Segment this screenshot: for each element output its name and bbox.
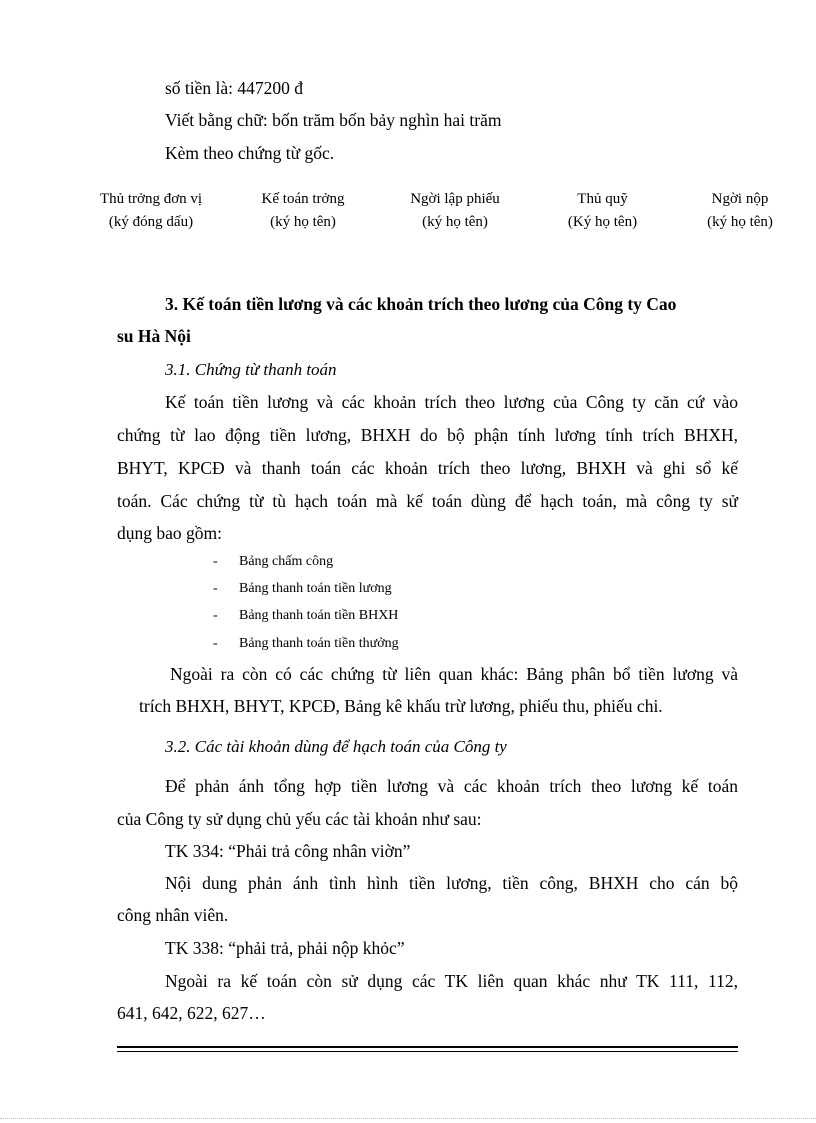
signature-chief-accountant (238, 188, 368, 234)
list-item: - Bảng chấm công (213, 554, 334, 569)
signature-note: (ký họ tên) (270, 214, 336, 230)
paragraph-line: BHYT, KPCĐ và thanh toán các khoản trích theo lương, BHXH và ghi sổ kế (117, 458, 738, 478)
signature-cashier (550, 188, 655, 234)
signature-title: Ngời nộp (711, 191, 769, 207)
paragraph-line: chứng từ lao động tiền lương, BHXH do bộ phận tính lương tính trích BHXH, (117, 425, 738, 445)
attachment-line: Kèm theo chứng từ gốc. (165, 143, 335, 163)
section-heading: 3. Kế toán tiền lương và các khoản trích theo lương của Công ty Cao (165, 294, 677, 314)
paragraph-line: Để phản ánh tổng hợp tiền lương và các khoản trích theo lương kế toán (165, 776, 738, 796)
signature-note: (ký họ tên) (707, 214, 773, 230)
signature-title: Thủ quỹ (577, 191, 628, 207)
paragraph-line: Ngoài ra còn có các chứng từ liên quan khác: Bảng phân bổ tiền lương và (170, 664, 738, 684)
subsection-heading: 3.1. Chứng từ thanh toán (165, 360, 337, 379)
signature-note: (ký đóng dấu) (108, 214, 194, 230)
amount-line: số tiền là: 447200 đ (165, 78, 304, 98)
paragraph-line: Kế toán tiền lương và các khoản trích theo lương của Công ty căn cứ vào (165, 392, 738, 412)
account-tk338: TK 338: “phải trả, phải nộp khỏc” (165, 938, 405, 958)
paragraph-line: Ngoài ra kế toán còn sử dụng các TK liên quan khác như TK 111, 112, (165, 971, 738, 991)
section-heading-cont: su Hà Nội (117, 326, 191, 346)
paragraph-line: của Công ty sử dụng chủ yếu các tài khoản như sau: (117, 809, 482, 829)
signature-payer (692, 188, 788, 234)
paragraph-line: 641, 642, 622, 627… (117, 1003, 266, 1023)
signature-unit-head (92, 188, 210, 234)
signature-title: Ngời lập phiếu (410, 191, 500, 207)
footer-rule-thin (117, 1051, 738, 1052)
signature-title: Thủ trởng đơn vị (99, 191, 203, 207)
list-item: - Bảng thanh toán tiền thưởng (213, 636, 399, 651)
page-bottom-divider (0, 1118, 816, 1119)
signature-preparer (390, 188, 520, 234)
paragraph-line: công nhân viên. (117, 905, 229, 925)
paragraph-line: dụng bao gồm: (117, 523, 222, 543)
footer-rule (117, 1046, 738, 1048)
subsection-heading: 3.2. Các tài khoản dùng để hạch toán của Công ty (165, 737, 507, 756)
amount-in-words-line: Viết bằng chữ: bốn trăm bốn bảy nghìn hai trăm (165, 110, 502, 130)
signature-note: (Ký họ tên) (567, 214, 638, 230)
account-tk334: TK 334: “Phải trả công nhân viờn” (165, 841, 411, 861)
list-item: - Bảng thanh toán tiền BHXH (213, 608, 399, 623)
paragraph-line: trích BHXH, BHYT, KPCĐ, Bảng kê khấu trừ lương, phiếu thu, phiếu chi. (139, 696, 663, 716)
signature-title: Kế toán trởng (261, 191, 345, 207)
list-item: - Bảng thanh toán tiền lương (213, 581, 392, 596)
paragraph-line: toán. Các chứng từ tù hạch toán mà kế toán dùng để hạch toán, mà công ty sử (117, 491, 738, 511)
paragraph-line: Nội dung phản ánh tình hình tiền lương, tiền công, BHXH cho cán bộ (165, 873, 738, 893)
signature-note: (ký họ tên) (422, 214, 488, 230)
